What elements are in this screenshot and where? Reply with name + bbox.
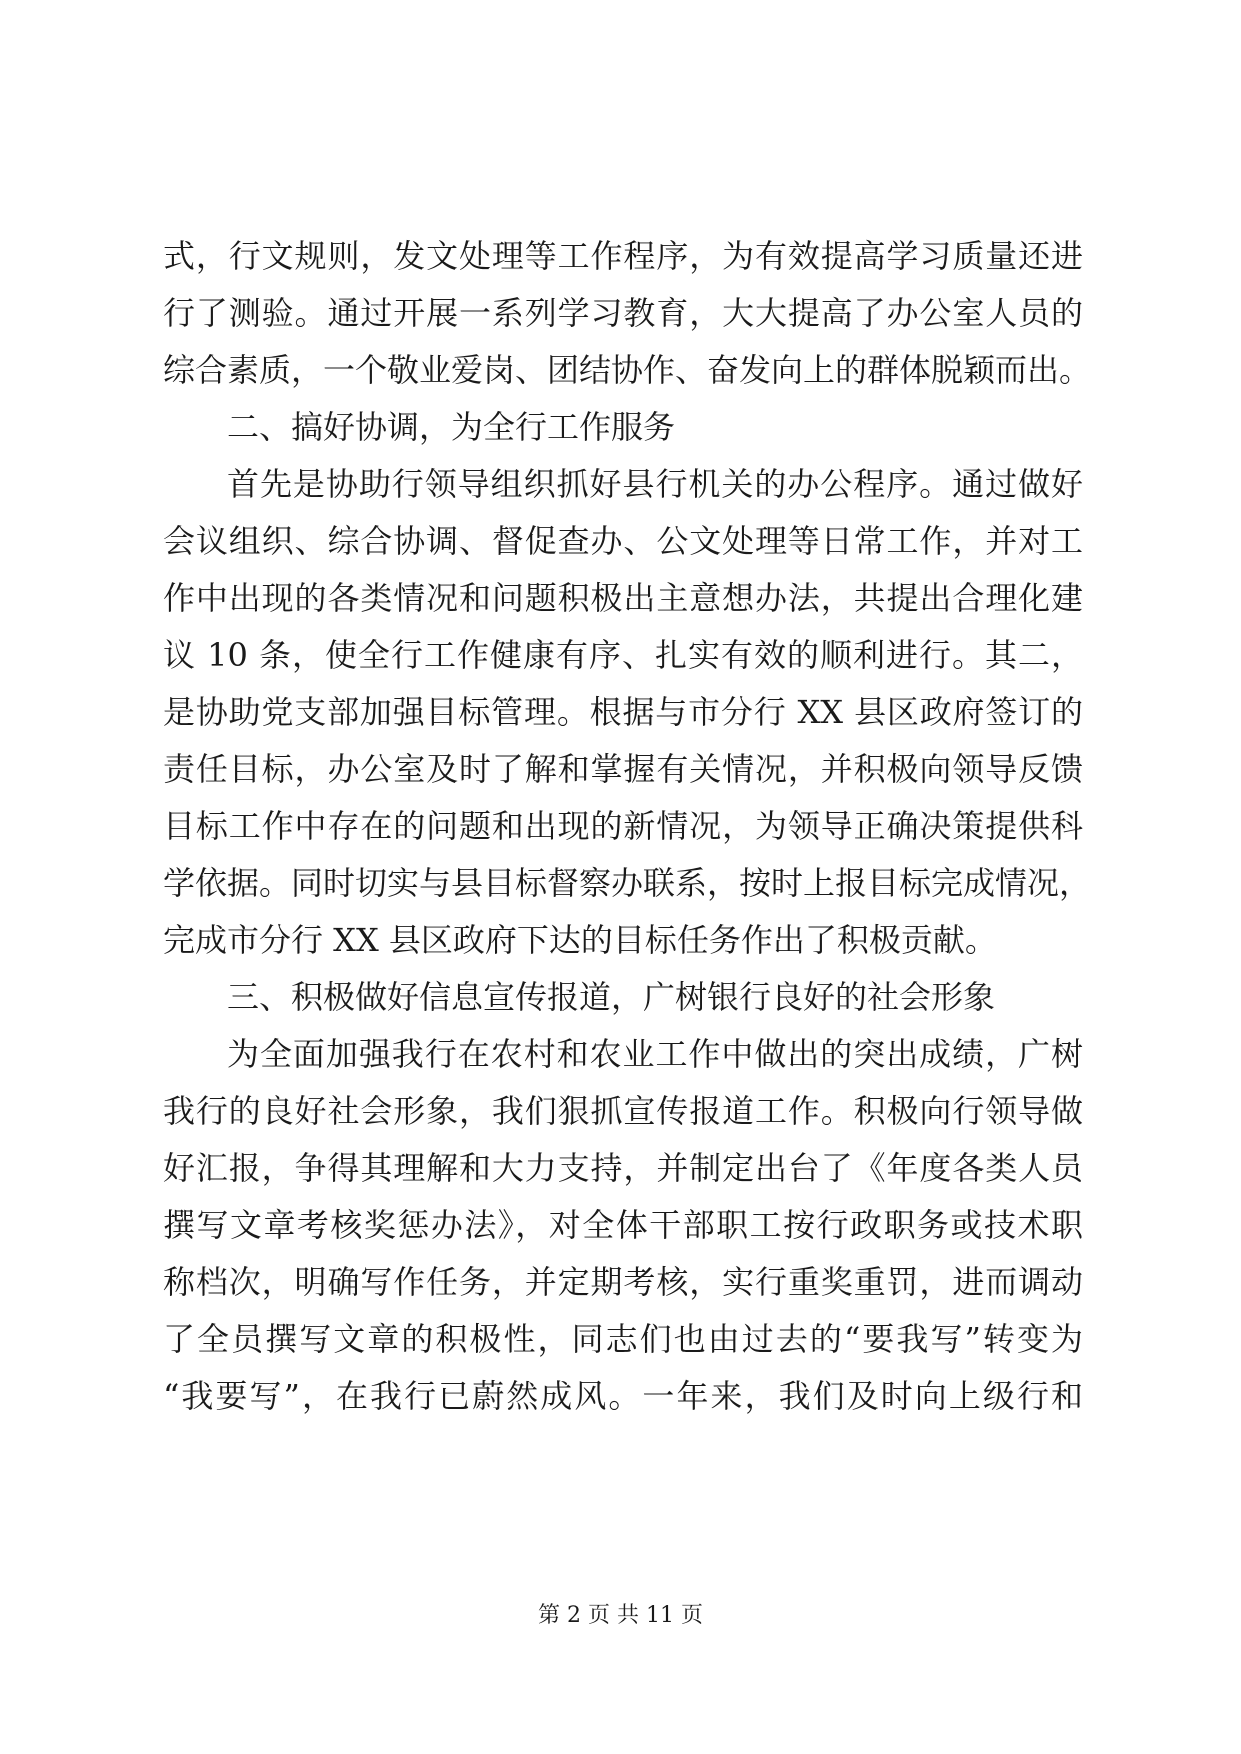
text-line: 责任目标，办公室及时了解和掌握有关情况，并积极向领导反馈 [163,750,1083,788]
text-line: 二、搞好协调，为全行工作服务 [227,408,676,446]
text-line: 为全面加强我行在农村和农业工作中做出的突出成绩，广树 [227,1035,1083,1073]
body-text [163,228,1092,1425]
text-line: 式，行文规则，发文处理等工作程序，为有效提高学习质量还进 [163,237,1083,275]
text-line: 目标工作中存在的问题和出现的新情况，为领导正确决策提供科 [163,807,1083,845]
text-line: 完成市分行 XX 县区政府下达的目标任务作出了积极贡献。 [163,921,997,959]
text-line: 好汇报，争得其理解和大力支持，并制定出台了《年度各类人员 [163,1149,1083,1187]
text-line: “我要写”，在我行已蔚然成风。一年来，我们及时向上级行和 [163,1377,1083,1415]
text-line: 我行的良好社会形象，我们狠抓宣传报道工作。积极向行领导做 [163,1092,1083,1130]
text-line: 称档次，明确写作任务，并定期考核，实行重奖重罚，进而调动 [163,1263,1083,1301]
text-line: 了全员撰写文章的积极性，同志们也由过去的“要我写”转变为 [163,1320,1083,1358]
page-footer: 第 2 页 共 11 页 [538,1603,703,1628]
text-line: 首先是协助行领导组织抓好县行机关的办公程序。通过做好 [227,465,1083,503]
text-line: 三、积极做好信息宣传报道，广树银行良好的社会形象 [227,978,996,1016]
text-line: 撰写文章考核奖惩办法》，对全体干部职工按行政职务或技术职 [163,1206,1083,1244]
text-line: 行了测验。通过开展一系列学习教育，大大提高了办公室人员的 [163,294,1083,332]
text-line: 是协助党支部加强目标管理。根据与市分行 XX 县区政府签订的 [163,693,1083,731]
text-line: 作中出现的各类情况和问题积极出主意想办法，共提出合理化建 [163,579,1083,617]
text-line: 议 10 条，使全行工作健康有序、扎实有效的顺利进行。其二， [163,636,1083,674]
text-line: 学依据。同时切实与县目标督察办联系，按时上报目标完成情况， [163,864,1092,902]
text-line: 综合素质，一个敬业爱岗、团结协作、奋发向上的群体脱颖而出。 [163,351,1092,389]
text-line: 会议组织、综合协调、督促查办、公文处理等日常工作，并对工 [163,522,1083,560]
